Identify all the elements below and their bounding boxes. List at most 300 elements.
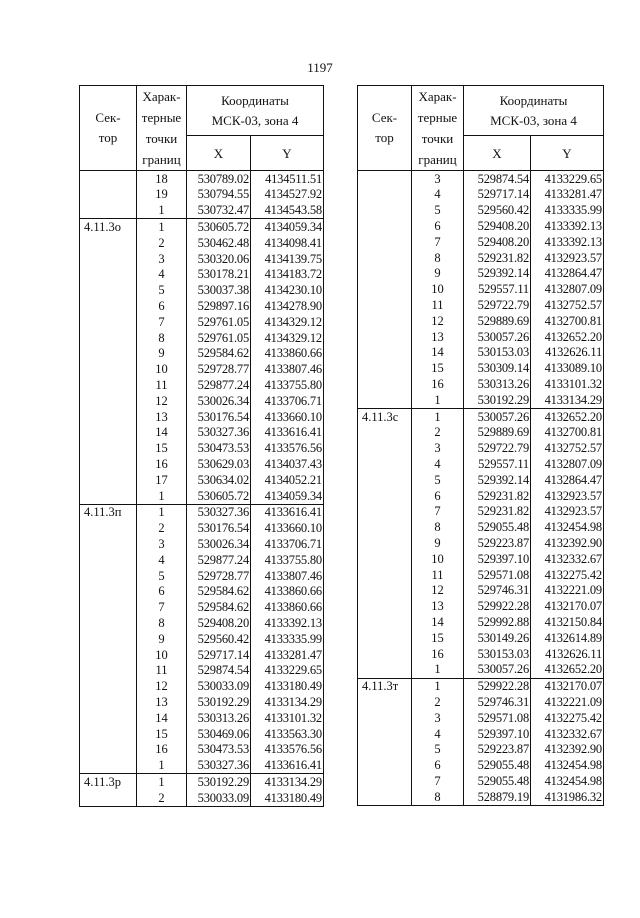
x-coordinate-cell: 529397.10 <box>464 726 531 742</box>
table-row <box>358 345 604 361</box>
coordinates-header: Координаты МСК-03, зона 4 <box>187 86 324 136</box>
x-coordinate-cell: 529408.20 <box>187 615 251 631</box>
point-cell: 15 <box>137 726 187 742</box>
table-row <box>80 362 324 378</box>
table-row <box>358 187 604 203</box>
x-coordinate-cell: 529055.48 <box>464 757 531 773</box>
x-coordinate-cell: 530732.47 <box>187 203 251 219</box>
y-coordinate-cell: 4132454.98 <box>531 773 604 789</box>
x-coordinate-cell: 530153.03 <box>464 646 531 662</box>
x-coordinate-cell: 529584.62 <box>187 346 251 362</box>
sector-cell <box>80 726 137 742</box>
sector-cell <box>358 488 412 504</box>
x-coordinate-cell: 530462.48 <box>187 235 251 251</box>
point-cell: 1 <box>137 219 187 235</box>
table-row <box>80 742 324 758</box>
sector-cell <box>80 552 137 568</box>
point-cell: 12 <box>137 393 187 409</box>
y-coordinate-cell: 4133335.99 <box>251 631 324 647</box>
sector-cell <box>80 314 137 330</box>
point-cell: 2 <box>137 235 187 251</box>
sector-cell <box>358 773 412 789</box>
point-cell: 5 <box>412 472 464 488</box>
point-cell: 7 <box>412 234 464 250</box>
sector-header: Сек- тор <box>358 86 412 171</box>
y-coordinate-cell: 4134098.41 <box>251 235 324 251</box>
y-coordinate-cell: 4133229.65 <box>251 663 324 679</box>
y-coordinate-cell: 4132221.09 <box>531 694 604 710</box>
sector-cell <box>80 600 137 616</box>
x-coordinate-cell: 530313.26 <box>187 710 251 726</box>
point-cell: 8 <box>137 615 187 631</box>
x-coordinate-cell: 529055.48 <box>464 520 531 536</box>
x-coordinate-cell: 530176.54 <box>187 521 251 537</box>
table-row <box>80 377 324 393</box>
x-coordinate-cell: 529055.48 <box>464 773 531 789</box>
y-coordinate-cell: 4132864.47 <box>531 266 604 282</box>
point-cell: 10 <box>137 647 187 663</box>
point-cell: 11 <box>412 297 464 313</box>
point-cell: 16 <box>412 646 464 662</box>
point-cell: 3 <box>412 171 464 187</box>
point-cell: 15 <box>412 361 464 377</box>
y-coordinate-cell: 4132332.67 <box>531 551 604 567</box>
y-coordinate-cell: 4133616.41 <box>251 504 324 520</box>
table-row <box>358 329 604 345</box>
sector-cell <box>358 726 412 742</box>
table-row <box>80 330 324 346</box>
x-coordinate-cell: 530192.29 <box>187 694 251 710</box>
y-coordinate-cell: 4133392.13 <box>531 218 604 234</box>
sector-cell <box>80 757 137 773</box>
y-coordinate-cell: 4134329.12 <box>251 314 324 330</box>
point-cell: 13 <box>412 599 464 615</box>
y-coordinate-cell: 4132652.20 <box>531 329 604 345</box>
point-cell: 6 <box>412 488 464 504</box>
x-coordinate-cell: 530473.53 <box>187 441 251 457</box>
y-coordinate-cell: 4132150.84 <box>531 614 604 630</box>
table-row <box>80 631 324 647</box>
table-row <box>80 251 324 267</box>
x-coordinate-cell: 529728.77 <box>187 362 251 378</box>
x-coordinate-cell: 529889.69 <box>464 313 531 329</box>
y-coordinate-cell: 4133807.46 <box>251 568 324 584</box>
coordinates-table-right <box>357 85 604 806</box>
point-cell: 12 <box>412 313 464 329</box>
table-row <box>358 171 604 187</box>
y-coordinate-cell: 4133180.49 <box>251 679 324 695</box>
x-coordinate-cell: 530327.36 <box>187 757 251 773</box>
sector-cell <box>358 757 412 773</box>
sector-cell: 4.11.3о <box>80 219 137 235</box>
table-row <box>80 552 324 568</box>
point-cell: 8 <box>137 330 187 346</box>
x-coordinate-cell: 529761.05 <box>187 330 251 346</box>
sector-cell <box>358 504 412 520</box>
y-coordinate-cell: 4133281.47 <box>531 187 604 203</box>
table-row <box>358 297 604 313</box>
point-cell: 5 <box>137 283 187 299</box>
sector-cell <box>80 742 137 758</box>
sector-cell <box>358 313 412 329</box>
x-coordinate-cell: 529557.11 <box>464 282 531 298</box>
table-row <box>80 584 324 600</box>
table-row <box>80 488 324 504</box>
sector-cell <box>358 520 412 536</box>
x-coordinate-cell: 529761.05 <box>187 314 251 330</box>
point-cell: 1 <box>137 774 187 790</box>
sector-cell <box>358 583 412 599</box>
sector-cell <box>358 551 412 567</box>
x-coordinate-cell: 529922.28 <box>464 678 531 694</box>
x-coordinate-cell: 530057.26 <box>464 329 531 345</box>
table-row <box>80 710 324 726</box>
point-cell: 9 <box>137 346 187 362</box>
y-coordinate-cell: 4132454.98 <box>531 757 604 773</box>
sector-cell <box>358 630 412 646</box>
point-cell: 10 <box>137 362 187 378</box>
table-row <box>80 346 324 362</box>
sector-cell <box>358 472 412 488</box>
y-coordinate-cell: 4133134.29 <box>251 694 324 710</box>
y-coordinate-cell: 4133616.41 <box>251 425 324 441</box>
table-row <box>358 710 604 726</box>
point-cell: 3 <box>137 251 187 267</box>
y-coordinate-cell: 4132923.57 <box>531 504 604 520</box>
x-coordinate-cell: 530327.36 <box>187 504 251 520</box>
point-cell: 19 <box>137 187 187 203</box>
sector-cell <box>80 393 137 409</box>
table-row <box>80 441 324 457</box>
y-coordinate-cell: 4132221.09 <box>531 583 604 599</box>
sector-cell <box>80 251 137 267</box>
point-cell: 3 <box>137 536 187 552</box>
x-coordinate-cell: 529897.16 <box>187 298 251 314</box>
table-row <box>80 235 324 251</box>
x-coordinate-cell: 529560.42 <box>464 203 531 219</box>
table-row <box>80 568 324 584</box>
table-row <box>80 521 324 537</box>
x-coordinate-cell: 530192.29 <box>464 392 531 408</box>
x-coordinate-cell: 530320.06 <box>187 251 251 267</box>
point-cell: 1 <box>137 504 187 520</box>
sector-cell <box>358 710 412 726</box>
y-coordinate-cell: 4133392.13 <box>531 234 604 250</box>
y-coordinate-cell: 4133706.71 <box>251 393 324 409</box>
x-coordinate-cell: 530634.02 <box>187 472 251 488</box>
y-coordinate-cell: 4132864.47 <box>531 472 604 488</box>
y-coordinate-cell: 4132700.81 <box>531 313 604 329</box>
y-coordinate-cell: 4134037.43 <box>251 456 324 472</box>
table-row <box>358 757 604 773</box>
point-cell: 18 <box>137 171 187 187</box>
sector-cell <box>80 456 137 472</box>
table-row <box>358 773 604 789</box>
sector-cell <box>80 283 137 299</box>
table-row <box>80 409 324 425</box>
sector-cell: 4.11.3п <box>80 504 137 520</box>
y-coordinate-cell: 4132170.07 <box>531 599 604 615</box>
point-cell: 17 <box>137 472 187 488</box>
sector-cell <box>80 362 137 378</box>
point-cell: 12 <box>412 583 464 599</box>
sector-cell <box>358 535 412 551</box>
point-cell: 8 <box>412 789 464 805</box>
y-coordinate-cell: 4132626.11 <box>531 646 604 662</box>
x-coordinate-cell: 530153.03 <box>464 345 531 361</box>
x-coordinate-cell: 529746.31 <box>464 583 531 599</box>
y-coordinate-cell: 4133576.56 <box>251 742 324 758</box>
table-row <box>358 551 604 567</box>
table-row <box>80 757 324 773</box>
point-cell: 12 <box>137 679 187 695</box>
point-cell: 14 <box>137 425 187 441</box>
sector-cell: 4.11.3с <box>358 408 412 424</box>
y-coordinate-cell: 4133576.56 <box>251 441 324 457</box>
x-coordinate-cell: 529717.14 <box>187 647 251 663</box>
table-row <box>80 679 324 695</box>
y-coordinate-cell: 4132807.09 <box>531 456 604 472</box>
y-coordinate-cell: 4132700.81 <box>531 425 604 441</box>
point-cell: 7 <box>137 600 187 616</box>
table-row <box>358 425 604 441</box>
coordinates-table-left <box>79 85 324 807</box>
sector-cell <box>358 282 412 298</box>
x-coordinate-cell: 529877.24 <box>187 377 251 393</box>
y-coordinate-cell: 4132652.20 <box>531 408 604 424</box>
y-coordinate-cell: 4133101.32 <box>531 376 604 392</box>
x-coordinate-cell: 530178.21 <box>187 267 251 283</box>
table-row <box>80 187 324 203</box>
sector-cell <box>80 488 137 504</box>
x-coordinate-cell: 529877.24 <box>187 552 251 568</box>
table-row <box>358 662 604 678</box>
table-row <box>80 774 324 790</box>
sector-cell <box>80 472 137 488</box>
y-coordinate-cell: 4134059.34 <box>251 488 324 504</box>
sector-cell <box>358 266 412 282</box>
sector-cell: 4.11.3р <box>80 774 137 790</box>
sector-cell <box>80 568 137 584</box>
x-coordinate-cell: 530794.55 <box>187 187 251 203</box>
y-coordinate-cell: 4132454.98 <box>531 520 604 536</box>
x-coordinate-cell: 529584.62 <box>187 600 251 616</box>
table-row <box>358 646 604 662</box>
point-cell: 1 <box>137 203 187 219</box>
table-row <box>358 282 604 298</box>
point-cell: 13 <box>137 409 187 425</box>
x-coordinate-cell: 530469.06 <box>187 726 251 742</box>
sector-cell <box>358 567 412 583</box>
table-row <box>358 614 604 630</box>
x-coordinate-cell: 529922.28 <box>464 599 531 615</box>
y-coordinate-cell: 4133660.10 <box>251 409 324 425</box>
point-cell: 8 <box>412 520 464 536</box>
point-cell: 2 <box>412 425 464 441</box>
table-row <box>80 171 324 187</box>
x-coordinate-cell: 529223.87 <box>464 742 531 758</box>
table-row <box>358 361 604 377</box>
x-coordinate-cell: 529231.82 <box>464 504 531 520</box>
y-coordinate-cell: 4133860.66 <box>251 346 324 362</box>
x-coordinate-cell: 530026.34 <box>187 393 251 409</box>
sector-cell <box>358 646 412 662</box>
y-coordinate-cell: 4133101.32 <box>251 710 324 726</box>
sector-cell <box>80 536 137 552</box>
table-row <box>358 520 604 536</box>
x-coordinate-cell: 529231.82 <box>464 250 531 266</box>
point-cell: 7 <box>412 504 464 520</box>
table-body-right <box>358 171 604 806</box>
point-cell: 11 <box>137 663 187 679</box>
x-coordinate-cell: 529584.62 <box>187 584 251 600</box>
y-coordinate-cell: 4132923.57 <box>531 250 604 266</box>
table-row <box>358 630 604 646</box>
sector-cell <box>358 614 412 630</box>
point-cell: 15 <box>137 441 187 457</box>
table-row <box>358 408 604 424</box>
sector-cell <box>80 663 137 679</box>
x-coordinate-cell: 530605.72 <box>187 488 251 504</box>
x-coordinate-cell: 530057.26 <box>464 408 531 424</box>
table-row <box>358 504 604 520</box>
table-row <box>358 535 604 551</box>
sector-cell <box>358 218 412 234</box>
point-cell: 15 <box>412 630 464 646</box>
x-coordinate-cell: 530033.09 <box>187 790 251 806</box>
sector-cell <box>358 789 412 805</box>
x-coordinate-cell: 529408.20 <box>464 234 531 250</box>
sector-cell: 4.11.3т <box>358 678 412 694</box>
table-row <box>80 504 324 520</box>
x-coordinate-cell: 529746.31 <box>464 694 531 710</box>
table-row <box>80 694 324 710</box>
y-coordinate-cell: 4134511.51 <box>251 171 324 187</box>
point-cell: 4 <box>137 267 187 283</box>
sector-cell <box>80 647 137 663</box>
y-coordinate-cell: 4133706.71 <box>251 536 324 552</box>
point-cell: 2 <box>137 790 187 806</box>
y-coordinate-cell: 4134052.21 <box>251 472 324 488</box>
y-coordinate-cell: 4133089.10 <box>531 361 604 377</box>
y-coordinate-cell: 4133755.80 <box>251 552 324 568</box>
x-coordinate-cell: 530629.03 <box>187 456 251 472</box>
table-row <box>80 425 324 441</box>
table-row <box>80 267 324 283</box>
y-coordinate-cell: 4132392.90 <box>531 742 604 758</box>
point-cell: 3 <box>412 710 464 726</box>
x-coordinate-cell: 529722.79 <box>464 297 531 313</box>
y-coordinate-cell: 4133860.66 <box>251 600 324 616</box>
x-coordinate-cell: 529571.08 <box>464 567 531 583</box>
y-coordinate-cell: 4133860.66 <box>251 584 324 600</box>
table-row <box>80 472 324 488</box>
table-row <box>358 441 604 457</box>
y-coordinate-cell: 4133229.65 <box>531 171 604 187</box>
coordinates-header: Координаты МСК-03, зона 4 <box>464 86 604 136</box>
point-cell: 6 <box>137 584 187 600</box>
x-coordinate-cell: 529223.87 <box>464 535 531 551</box>
x-coordinate-cell: 530149.26 <box>464 630 531 646</box>
sector-cell <box>358 694 412 710</box>
point-cell: 2 <box>412 694 464 710</box>
point-cell: 14 <box>137 710 187 726</box>
table-row <box>80 600 324 616</box>
table-row <box>358 742 604 758</box>
sector-cell <box>80 235 137 251</box>
table-row <box>358 488 604 504</box>
x-coordinate-cell: 530176.54 <box>187 409 251 425</box>
y-coordinate-cell: 4132332.67 <box>531 726 604 742</box>
x-coordinate-cell: 529722.79 <box>464 441 531 457</box>
x-coordinate-cell: 530313.26 <box>464 376 531 392</box>
x-coordinate-cell: 530026.34 <box>187 536 251 552</box>
y-column-header: Y <box>251 136 324 171</box>
table-row <box>80 790 324 806</box>
table-row <box>358 694 604 710</box>
sector-cell <box>80 425 137 441</box>
x-coordinate-cell: 529874.54 <box>464 171 531 187</box>
table-row <box>358 599 604 615</box>
sector-cell <box>80 584 137 600</box>
x-column-header: X <box>187 136 251 171</box>
boundary-points-header: Харак- терные точки границ <box>412 86 464 171</box>
table-row <box>80 203 324 219</box>
x-coordinate-cell: 529397.10 <box>464 551 531 567</box>
table-row <box>80 314 324 330</box>
y-coordinate-cell: 4134139.75 <box>251 251 324 267</box>
sector-cell <box>358 742 412 758</box>
table-row <box>358 678 604 694</box>
y-coordinate-cell: 4133392.13 <box>251 615 324 631</box>
point-cell: 13 <box>412 329 464 345</box>
x-coordinate-cell: 529889.69 <box>464 425 531 441</box>
y-coordinate-cell: 4133134.29 <box>531 392 604 408</box>
sector-cell <box>80 346 137 362</box>
point-cell: 4 <box>412 456 464 472</box>
y-coordinate-cell: 4132275.42 <box>531 567 604 583</box>
sector-cell <box>358 425 412 441</box>
sector-cell <box>358 662 412 678</box>
sector-cell <box>358 203 412 219</box>
page-number: 1197 <box>307 60 333 75</box>
y-coordinate-cell: 4132752.57 <box>531 297 604 313</box>
sector-cell <box>358 441 412 457</box>
table-row <box>358 789 604 805</box>
y-coordinate-cell: 4134230.10 <box>251 283 324 299</box>
sector-cell <box>358 234 412 250</box>
x-coordinate-cell: 529557.11 <box>464 456 531 472</box>
table-body-left <box>80 171 324 807</box>
sector-cell <box>80 631 137 647</box>
x-coordinate-cell: 530605.72 <box>187 219 251 235</box>
y-coordinate-cell: 4132170.07 <box>531 678 604 694</box>
point-cell: 7 <box>412 773 464 789</box>
point-cell: 16 <box>412 376 464 392</box>
sector-cell <box>358 329 412 345</box>
point-cell: 3 <box>412 441 464 457</box>
y-coordinate-cell: 4133563.30 <box>251 726 324 742</box>
y-coordinate-cell: 4132614.89 <box>531 630 604 646</box>
y-coordinate-cell: 4134329.12 <box>251 330 324 346</box>
point-cell: 1 <box>412 392 464 408</box>
y-coordinate-cell: 4132807.09 <box>531 282 604 298</box>
y-coordinate-cell: 4133755.80 <box>251 377 324 393</box>
sector-cell <box>80 615 137 631</box>
table-row <box>80 456 324 472</box>
x-coordinate-cell: 529392.14 <box>464 472 531 488</box>
x-coordinate-cell: 529717.14 <box>464 187 531 203</box>
